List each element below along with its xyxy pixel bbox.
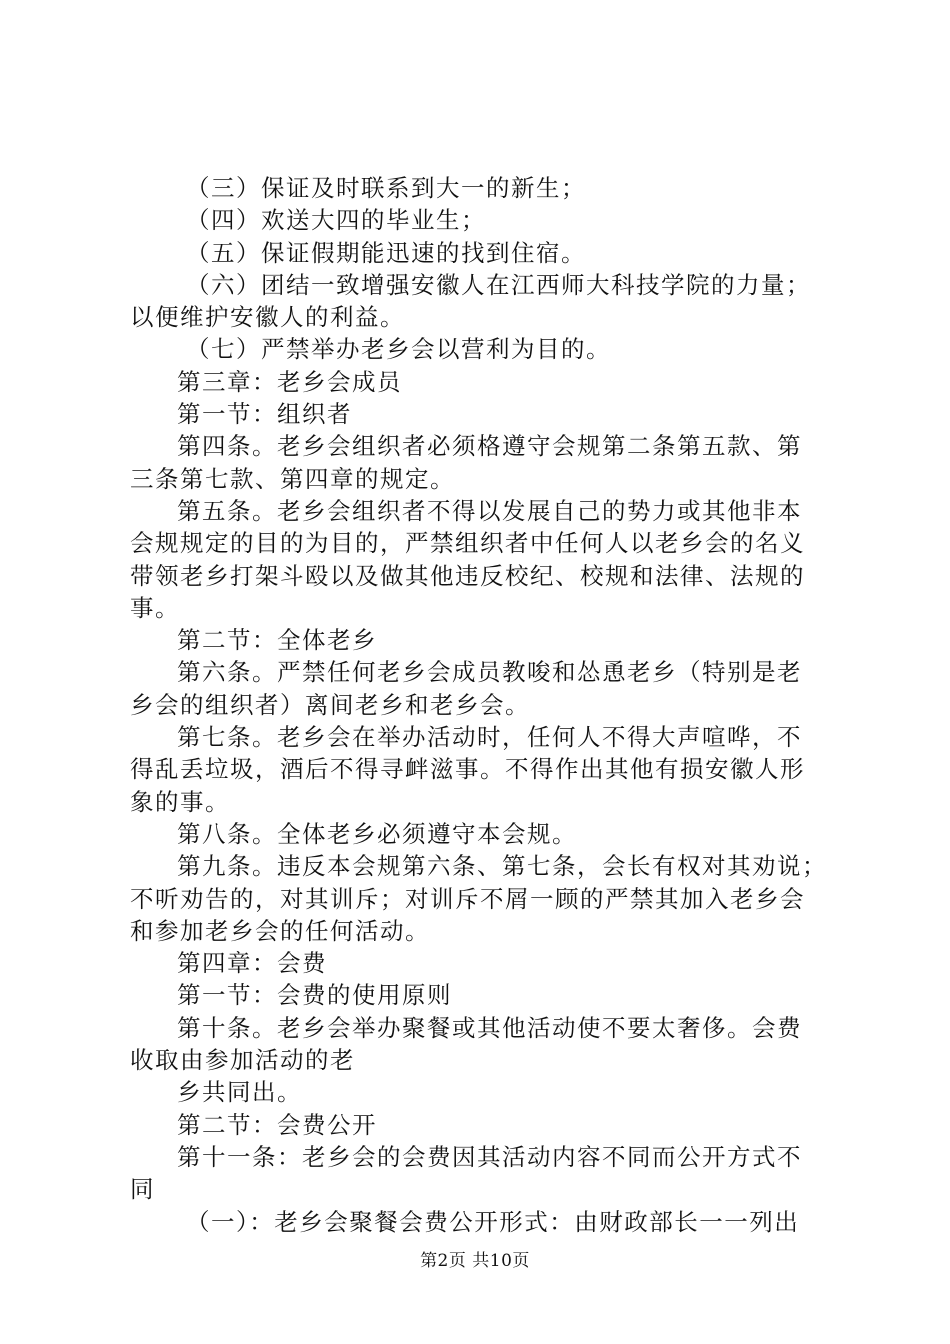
text-line: （三）保证及时联系到大一的新生； bbox=[186, 174, 586, 202]
text-line: 第二节：全体老乡 bbox=[177, 626, 377, 655]
text-line: 第十条。老乡会举办聚餐或其他活动使不要太奢侈。会费 bbox=[177, 1013, 802, 1042]
text-line: 三条第七款、第四章的规定。 bbox=[130, 464, 455, 493]
text-line: （五）保证假期能迅速的找到住宿。 bbox=[186, 238, 586, 267]
text-line: （六）团结一致增强安徽人在江西师大科技学院的力量； bbox=[186, 270, 811, 299]
text-line: 同 bbox=[130, 1175, 155, 1204]
text-line: 第一节：会费的使用原则 bbox=[177, 981, 452, 1010]
text-line: 不听劝告的，对其训斥；对训斥不屑一顾的严禁其加入老乡会 bbox=[130, 884, 805, 913]
text-line: （四）欢送大四的毕业生； bbox=[186, 206, 486, 235]
text-line: 第十一条：老乡会的会费因其活动内容不同而公开方式不 bbox=[177, 1142, 802, 1171]
text-line: 第七条。老乡会在举办活动时，任何人不得大声喧哗，不 bbox=[177, 723, 802, 752]
text-line: 第五条。老乡会组织者不得以发展自己的势力或其他非本 bbox=[177, 496, 802, 525]
page-footer: 第2页 共10页 bbox=[420, 1251, 530, 1271]
document-body bbox=[130, 172, 830, 1238]
text-line: 以便维护安徽人的利益。 bbox=[130, 303, 405, 332]
text-line: 第九条。违反本会规第六条、第七条，会长有权对其劝说； bbox=[177, 852, 827, 881]
text-line: 第三章：老乡会成员 bbox=[177, 367, 402, 396]
text-line: 第二节：会费公开 bbox=[177, 1110, 377, 1139]
text-line: 和参加老乡会的任何活动。 bbox=[130, 916, 430, 945]
text-line: 象的事。 bbox=[130, 787, 230, 816]
text-line: 乡共同出。 bbox=[177, 1078, 302, 1107]
text-line: 第六条。严禁任何老乡会成员教唆和怂恿老乡（特别是老 bbox=[177, 658, 802, 687]
text-line: （七）严禁举办老乡会以营利为目的。 bbox=[186, 335, 611, 364]
text-line: 得乱丢垃圾，酒后不得寻衅滋事。不得作出其他有损安徽人形 bbox=[130, 755, 805, 784]
text-line: 会规规定的目的为目的，严禁组织者中任何人以老乡会的名义 bbox=[130, 529, 805, 558]
text-line: 第八条。全体老乡必须遵守本会规。 bbox=[177, 819, 577, 848]
text-line: 第四条。老乡会组织者必须格遵守会规第二条第五款、第 bbox=[177, 432, 802, 461]
text-line: 收取由参加活动的老 bbox=[130, 1046, 355, 1075]
text-line: 第一节：组织者 bbox=[177, 400, 352, 429]
text-line: 事。 bbox=[130, 593, 180, 622]
text-line: 乡会的组织者）离间老乡和老乡会。 bbox=[130, 690, 530, 719]
text-line: 带领老乡打架斗殴以及做其他违反校纪、校规和法律、法规的 bbox=[130, 561, 805, 590]
text-line: 第四章：会费 bbox=[177, 949, 327, 978]
text-line: （一）：老乡会聚餐会费公开形式：由财政部长一一列出 bbox=[186, 1207, 800, 1236]
